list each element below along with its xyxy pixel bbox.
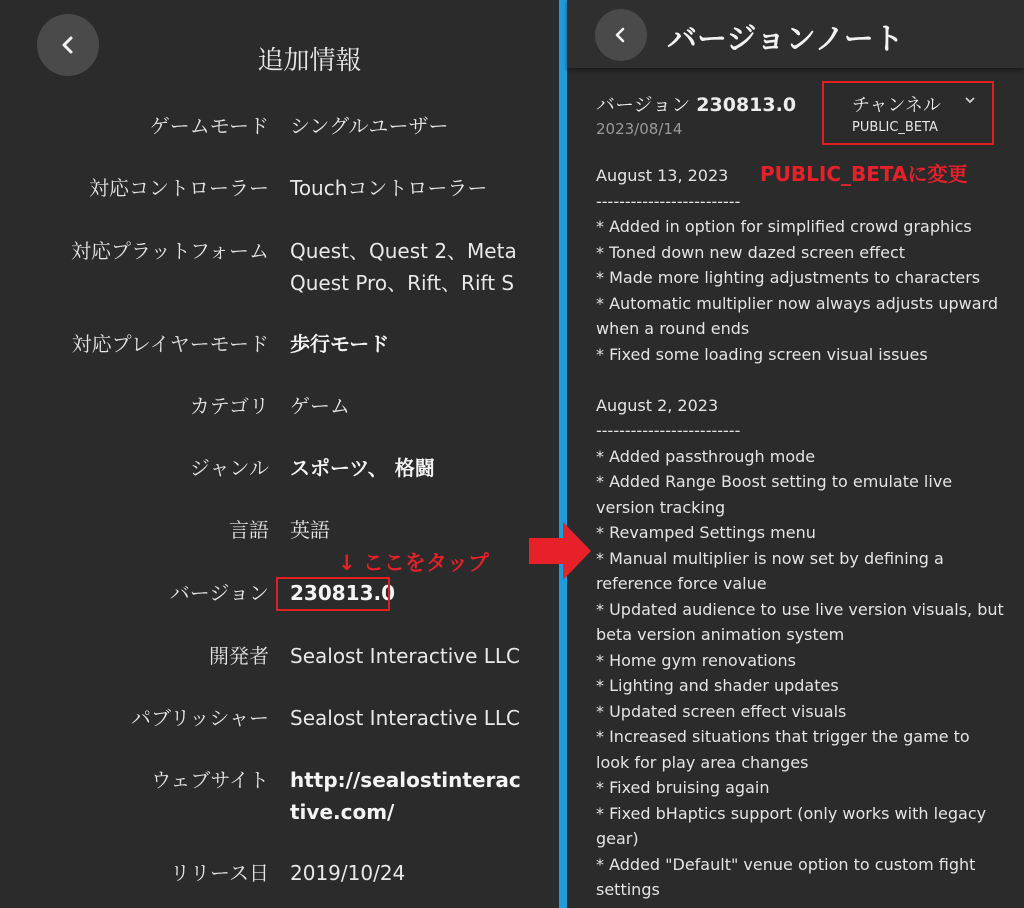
note-line: ------------------------- (596, 421, 741, 440)
version-number: 230813.0 (696, 94, 797, 116)
note-line: ------------------------- (596, 191, 741, 211)
note-line: * Fixed bruising again (596, 778, 770, 797)
note-line: * Home gym renovations (596, 650, 796, 670)
note-line: beta version animation system (596, 625, 845, 644)
note-line: * Made more lighting adjustments to characters (596, 268, 981, 287)
note-line: settings (596, 880, 660, 899)
note-line: when a round ends (596, 319, 750, 338)
info-value: シングルユーザー (290, 114, 449, 138)
page-title: 追加情報 (257, 46, 362, 76)
note-line: * Increased situations that trigger the game to (596, 727, 970, 746)
note-line: version tracking (596, 497, 726, 517)
info-label: パブリッシャー (131, 706, 269, 730)
version-heading (596, 90, 796, 117)
note-line: * Fixed some loading screen visual issues (596, 344, 928, 364)
note-line: * Updated screen effect visuals (596, 701, 847, 721)
info-value: Touchコントローラー (290, 176, 488, 200)
info-value: 歩行モード (290, 332, 390, 356)
note-line: * Added passthrough mode (596, 446, 816, 466)
note-line: * Revamped Settings menu (596, 523, 816, 542)
note-line: * Added Range Boost setting to emulate live (596, 472, 953, 491)
note-line: * Lighting and shader updates (596, 676, 839, 695)
info-label: ジャンル (189, 456, 269, 480)
info-value: Quest、Quest 2、Meta Quest Pro、Rift、Rift S (290, 239, 517, 295)
note-line: * Updated audience to use live version visuals, but (596, 599, 1004, 619)
info-label: 開発者 (209, 644, 269, 668)
note-line: August 2, 2023 (596, 395, 719, 415)
channel-label: チャンネル (852, 95, 941, 116)
info-label: カテゴリ (189, 394, 269, 418)
chevron-left-icon (612, 26, 630, 44)
release-notes (596, 163, 1011, 903)
version-highlight-box (276, 577, 390, 611)
version-date: 2023/08/14 (596, 120, 683, 138)
note-line: August 13, 2023 (596, 166, 729, 185)
info-label: ゲームモード (149, 114, 269, 138)
version-prefix: バージョン (596, 94, 697, 116)
note-line: * Automatic multiplier now always adjusts upward (596, 293, 999, 313)
channel-value: PUBLIC_BETA (852, 120, 938, 135)
version-notes-header (567, 0, 1024, 68)
change-channel-annotation: PUBLIC_BETAに変更 (760, 162, 968, 186)
info-value: 英語 (290, 518, 330, 542)
info-value: Sealost Interactive LLC (290, 706, 521, 730)
info-label: 言語 (229, 518, 269, 542)
right-arrow-icon (529, 522, 591, 580)
panel-divider (559, 0, 567, 908)
note-line: * Fixed bHaptics support (only works with legacy (596, 803, 987, 823)
website-link[interactable]: http://sealostinteractive.com/ (290, 768, 521, 824)
note-line: * Added "Default" venue option to custom fight (596, 854, 976, 874)
note-line: * Toned down new dazed screen effect (596, 242, 906, 262)
channel-dropdown[interactable] (822, 81, 994, 145)
note-spacer (596, 367, 1011, 393)
back-button[interactable] (595, 9, 647, 61)
info-label: 対応プレイヤーモード (71, 332, 269, 356)
note-line: reference force value (596, 574, 767, 593)
note-line: * Added in option for simplified crowd graphics (596, 217, 972, 236)
note-line: look for play area changes (596, 752, 809, 772)
note-line: gear) (596, 829, 639, 848)
info-label: 対応コントローラー (89, 176, 269, 200)
info-value: ゲーム (290, 394, 350, 418)
info-label: 対応プラットフォーム (71, 239, 269, 263)
note-line: * Manual multiplier is now set by defining a (596, 548, 944, 568)
info-label: リリース日 (170, 861, 269, 885)
chevron-down-icon (964, 93, 976, 109)
page-title: バージョンノート (667, 22, 904, 57)
info-value: Sealost Interactive LLC (290, 644, 521, 668)
info-label: ウェブサイト (151, 768, 269, 792)
version-value-link[interactable]: 230813.0 (290, 581, 396, 605)
info-value: スポーツ、 格闘 (290, 456, 435, 480)
info-label: バージョン (169, 581, 269, 605)
version-notes-panel (567, 0, 1024, 908)
tap-here-annotation: ↓ ここをタップ (338, 551, 489, 575)
info-value: 2019/10/24 (290, 861, 406, 885)
